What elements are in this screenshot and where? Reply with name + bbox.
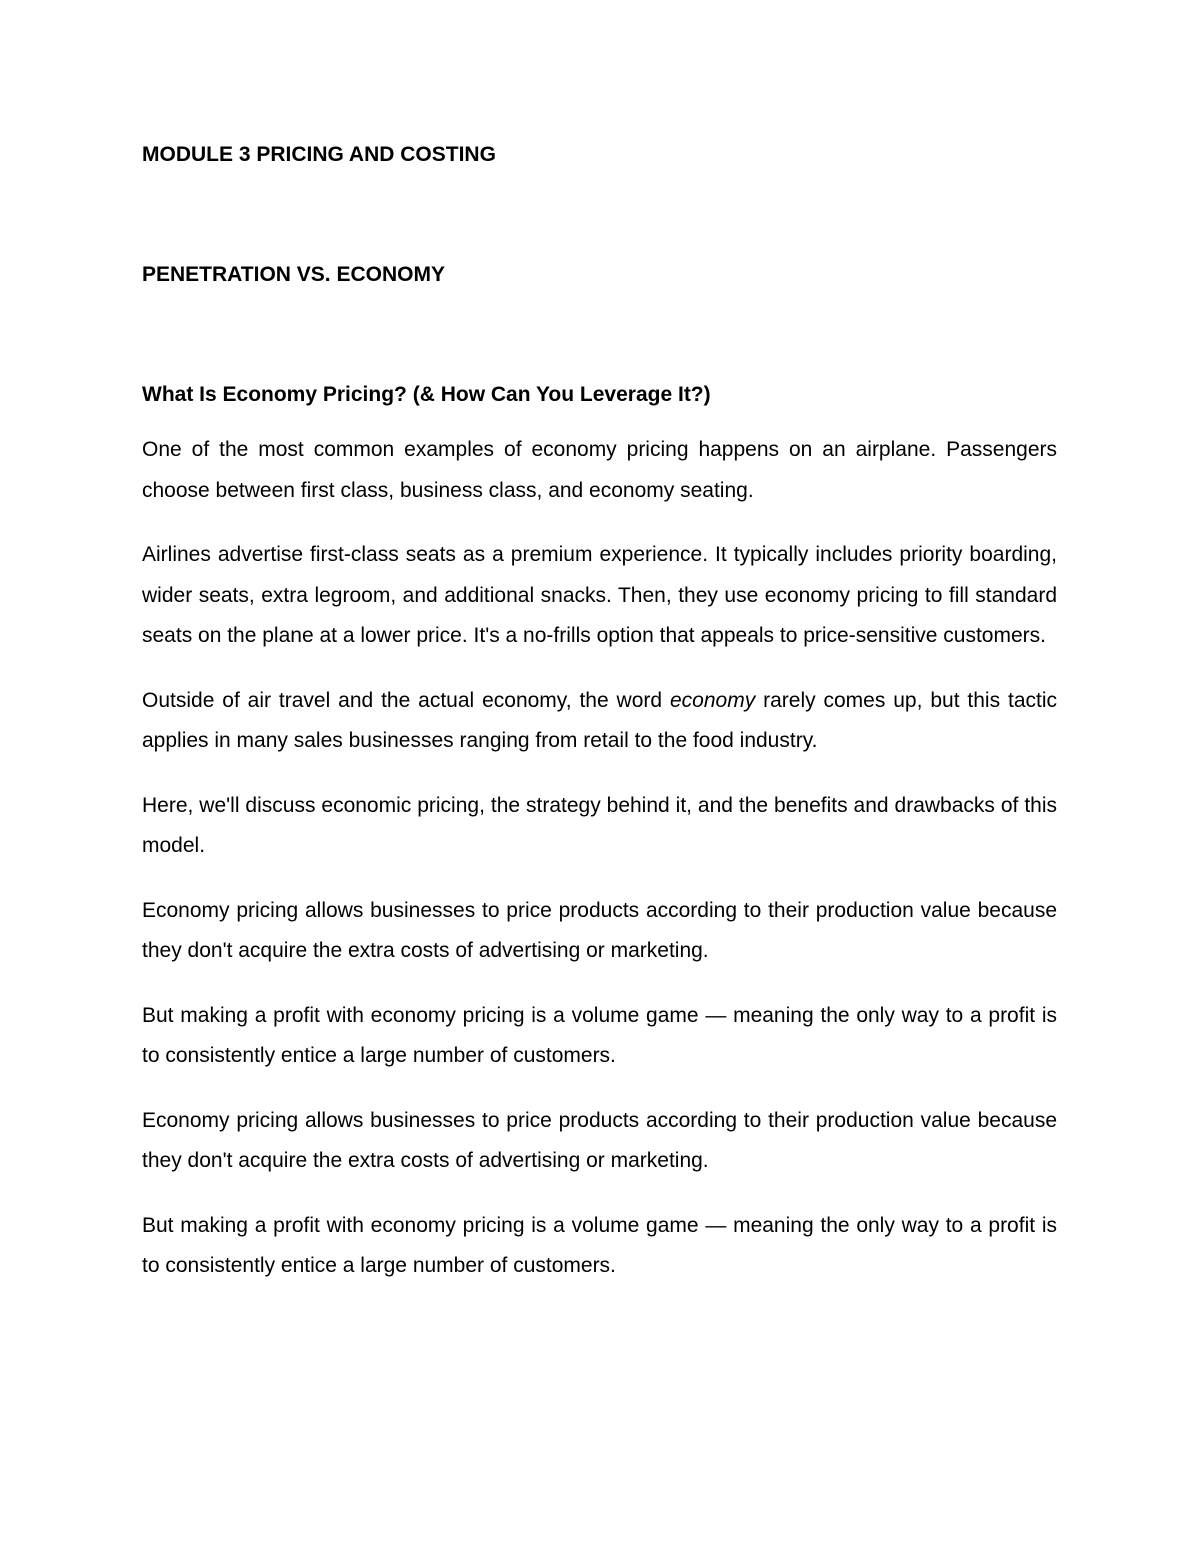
paragraph-outside-air-travel bbox=[142, 681, 1057, 762]
section-title: PENETRATION VS. ECONOMY bbox=[142, 263, 445, 286]
module-title: MODULE 3 PRICING AND COSTING bbox=[142, 143, 496, 166]
paragraph-production-value: Economy pricing allows businesses to price products according to their production value because they don't acquire the extra costs of advertising or marketing. bbox=[142, 898, 1057, 962]
question-heading: What Is Economy Pricing? (& How Can You Leverage It?) bbox=[142, 383, 711, 406]
paragraph-first-class: Airlines advertise first-class seats as a premium experience. It typically includes priority boarding, wider seats, extra legroom, and additional snacks. Then, they use economy pricing to fill standard seats on the plane at a lower price. It's a no-frills option that appeals to price-sensitive customers. bbox=[142, 543, 1057, 647]
paragraph-production-value-repeat: Economy pricing allows businesses to price products according to their production value because they don't acquire the extra costs of advertising or marketing. bbox=[142, 1108, 1057, 1172]
paragraph-volume-game-repeat: But making a profit with economy pricing is a volume game — meaning the only way to a profit is to consistently entice a large number of customers. bbox=[142, 1213, 1057, 1277]
paragraph-text-before: Outside of air travel and the actual economy, the word bbox=[142, 688, 670, 712]
paragraph-airplane-example: One of the most common examples of economy pricing happens on an airplane. Passengers choose between first class, business class, and economy seating. bbox=[142, 438, 1057, 502]
paragraph-discussion-intro: Here, we'll discuss economic pricing, the strategy behind it, and the benefits and drawbacks of this model. bbox=[142, 793, 1057, 857]
paragraph-text-after: rarely comes up, but this tactic applies in many sales businesses ranging from retail to the food industry. bbox=[142, 688, 1058, 752]
emphasis-economy: economy bbox=[669, 688, 756, 712]
paragraph-volume-game: But making a profit with economy pricing is a volume game — meaning the only way to a profit is to consistently entice a large number of customers. bbox=[142, 1003, 1057, 1067]
document-body bbox=[142, 140, 1057, 1311]
